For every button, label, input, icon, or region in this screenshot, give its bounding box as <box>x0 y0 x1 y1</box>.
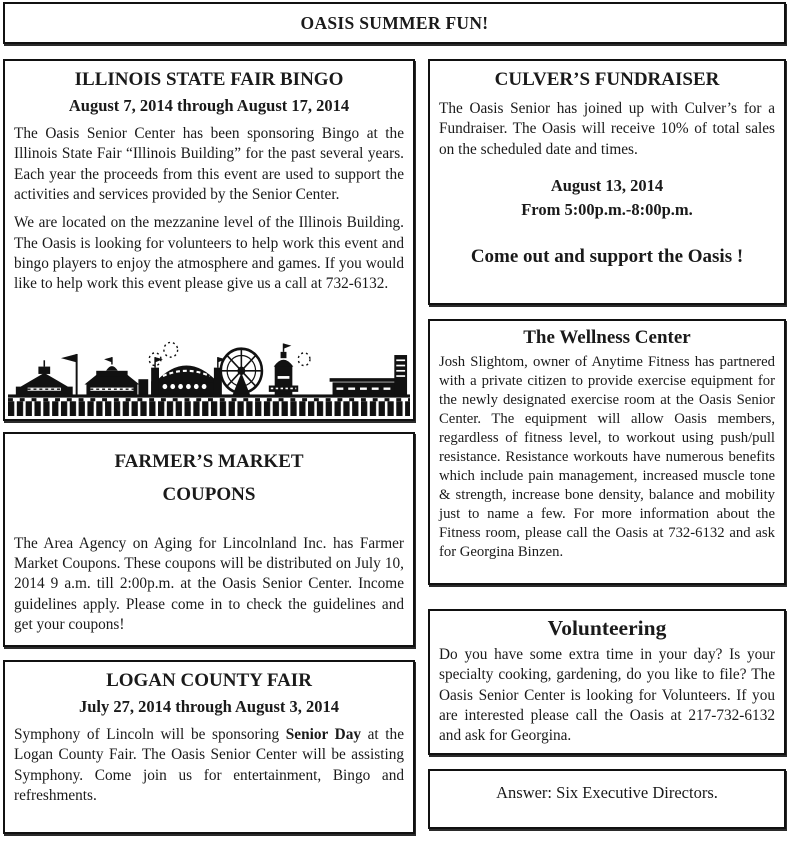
right-column <box>428 59 786 834</box>
senior-day-emphasis: Senior Day <box>285 726 361 743</box>
paragraph-text: Symphony of Lincoln will be sponsoring <box>14 726 286 743</box>
section-farmers-market-coupons <box>3 432 415 647</box>
paragraph-text: at the Logan County Fair. The Oasis Senior Center will be assisting Symphony. Come join us for entertainment, Bingo and refreshments. <box>14 726 404 805</box>
section-title: LOGAN COUNTY FAIR <box>106 670 312 691</box>
paragraph: The Oasis Senior has joined up with Culver’s for a Fundraiser. The Oasis will receive 10% of total sales on the scheduled date and times. <box>439 100 775 158</box>
section-title-line2: COUPONS <box>162 484 256 506</box>
paragraph: The Area Agency on Aging for Lincolnland Inc. has Farmer Market Coupons. These coupons will be distributed on July 10, 2014 9 a.m. till 2:00p.m. at the Oasis Senior Center. Income guidelines apply. Please come in to check the guidelines and get your coupons! <box>14 534 404 633</box>
answer-text: Answer: Six Executive Directors. <box>496 783 718 802</box>
paragraph <box>14 725 404 806</box>
event-time: From 5:00p.m.-8:00p.m. <box>521 200 693 220</box>
event-date: July 27, 2014 through August 3, 2014 <box>78 697 340 716</box>
paragraph: The Oasis Senior Center has been sponsoring Bingo at the Illinois State Fair “Illinois Building” for the past several years. Each year the proceeds from this event are used to support the activities and services provided by the Senior Center. <box>14 125 404 204</box>
paragraph: We are located on the mezzanine level of the Illinois Building. The Oasis is looking for volunteers to help work this event and bingo players to enjoy the atmosphere and games. If you would like to help work this event please give us a call at 732-6132. <box>14 214 404 293</box>
section-title: CULVER’S FUNDRAISER <box>494 69 720 90</box>
newsletter-columns <box>0 59 789 834</box>
call-to-action: Come out and support the Oasis ! <box>470 246 744 268</box>
event-date: August 7, 2014 through August 17, 2014 <box>68 96 350 115</box>
section-logan-county-fair <box>3 660 415 834</box>
event-date: August 13, 2014 <box>550 176 664 196</box>
section-title: The Wellness Center <box>523 327 691 348</box>
paragraph: Josh Slightom, owner of Anytime Fitness has partnered with a private citizen to provide exercise equipment for the newly designated exercise room at the Oasis Senior Center. The equipment will allow Oasis members, regardless of fitness level, to workout using push/pull resistance. Resistance workouts have numerous benefits which include pain management, increased muscle tone & strength, increase bone density, balance and mobility just to name a few. For more information about the Fitness room, please call the Oasis at 732-6132 and ask for Georgina Binzen. <box>439 354 775 560</box>
section-title: ILLINOIS STATE FAIR BINGO <box>74 69 344 90</box>
left-column <box>3 59 415 834</box>
section-title: Volunteering <box>547 616 667 640</box>
section-illinois-state-fair-bingo <box>3 59 415 421</box>
page-title: OASIS SUMMER FUN! <box>300 12 489 33</box>
section-answer <box>428 769 786 829</box>
fairground-skyline-illustration <box>8 334 410 416</box>
section-wellness-center <box>428 319 786 585</box>
page-banner <box>3 2 786 44</box>
section-volunteering <box>428 609 786 755</box>
paragraph: Do you have some extra time in your day? Is your specialty cooking, gardening, do you like to file? The Oasis Senior Center is looking for Volunteers. If you are interested please call the Oasis at 217-732-6132 and ask for Georgina. <box>439 646 775 745</box>
section-title <box>14 445 404 512</box>
section-title-line1: FARMER’S MARKET <box>114 451 304 472</box>
section-culvers-fundraiser <box>428 59 786 305</box>
